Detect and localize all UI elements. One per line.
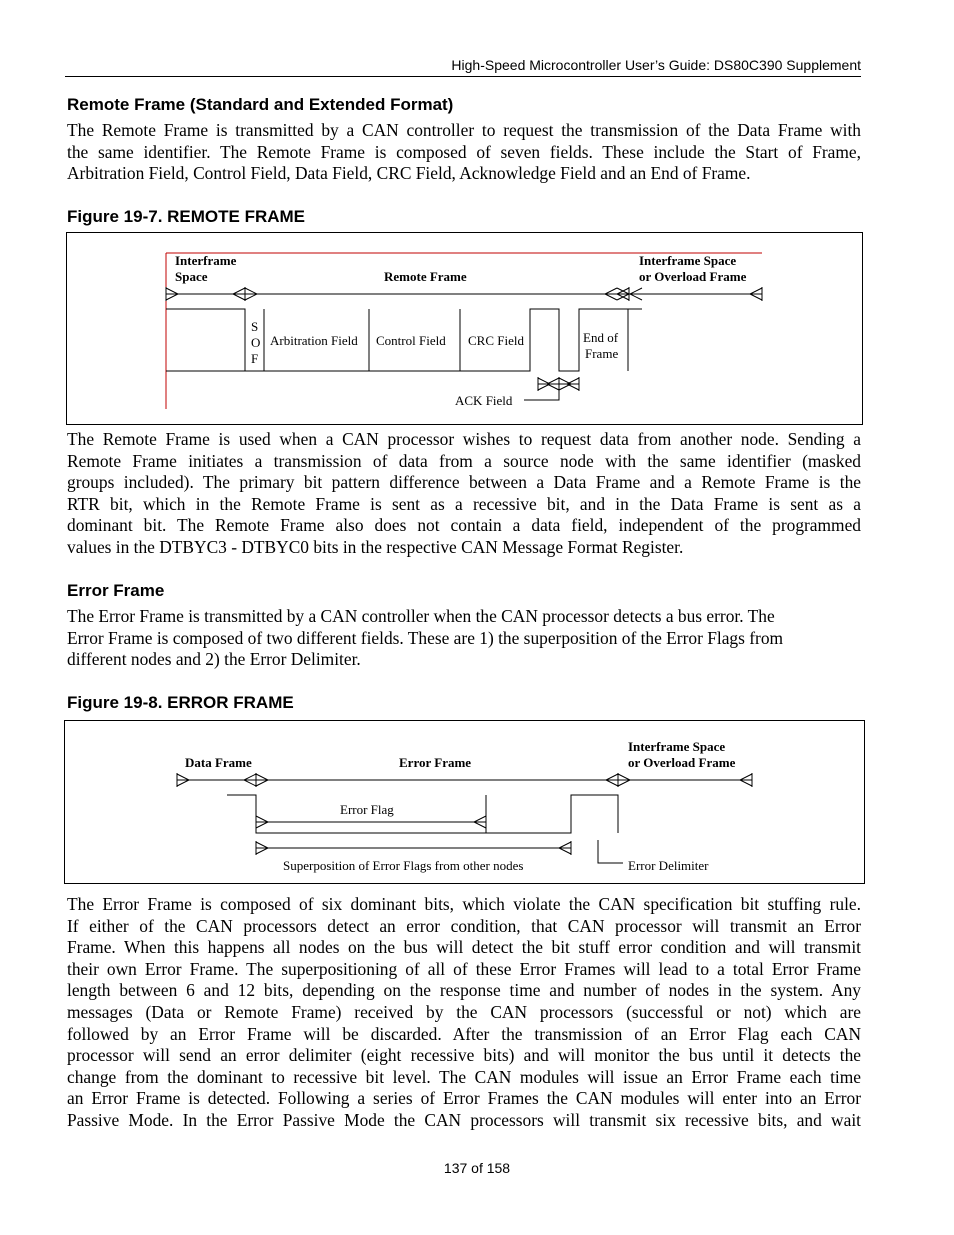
text-line: different nodes and 2) the Error Delimiter. — [67, 649, 361, 670]
page-number: 137 of 158 — [443, 1160, 511, 1176]
sof-label: O — [251, 335, 261, 350]
text-line: values in the DTBYC3 - DTBYC0 bits in the respective CAN Message Format Register. — [67, 536, 684, 557]
error-frame-label: Error Frame — [399, 755, 472, 770]
text-line: The Remote Frame is transmitted by a CAN controller to request the transmission of the Data Frame with — [67, 120, 861, 140]
text-line: followed by an Error Frame will be discarded. After the transmission of an Error Flag each CAN — [67, 1023, 861, 1044]
ifs-overload-label: or Overload Frame — [628, 755, 736, 770]
error-flag-label: Error Flag — [340, 802, 394, 817]
interframe-label: Space — [175, 269, 208, 284]
text-line: their own Error Frame. The superpositioning of all of these Error Frames will lead to a total Error Frame — [67, 958, 861, 979]
text-line: groups included). The primary bit pattern difference between a Data Frame and a Remote Frame is the — [67, 472, 861, 493]
text-line: The Error Frame is transmitted by a CAN controller when the CAN processor detects a bus error. The — [67, 606, 775, 626]
text-line: change from the dominant to recessive bit level. The CAN modules will issue an Error Frame each time — [67, 1066, 861, 1087]
text-line: Arbitration Field, Control Field, Data Field, CRC Field, Acknowledge Field and an End of Frame. — [67, 163, 751, 184]
text-line: an Error Frame is detected. Following a series of Error Frames the CAN modules will enter into an Error — [67, 1088, 861, 1109]
error-frame-heading: Error Frame — [67, 581, 165, 600]
text-line: the same identifier. The Remote Frame is composed of seven fields. These include the Start of Frame, — [67, 141, 861, 162]
arbitration-field-label: Arbitration Field — [270, 333, 358, 348]
remote-intro-paragraph — [67, 120, 861, 185]
remote-frame-label: Remote Frame — [384, 269, 467, 284]
ifs-overload-label: Interframe Space — [628, 739, 726, 754]
error-intro-paragraph — [67, 606, 861, 671]
text-line: RTR bit, which in the Remote Frame is sent as a recessive bit, and in the Data Frame is sent as a — [67, 493, 861, 514]
delimiter-leader — [598, 840, 623, 863]
remote-frame-diagram — [67, 233, 862, 424]
ifs-overload-label: Interframe Space — [639, 253, 737, 268]
superposition-label: Superposition of Error Flags from other nodes — [283, 858, 524, 873]
error-delimiter-label: Error Delimiter — [628, 858, 709, 873]
text-line: The Error Frame is composed of six dominant bits, which violate the CAN specification bit stuffing rule. — [67, 894, 861, 914]
text-line: If either of the CAN processors detect an error condition, that CAN processor will transmit an Error — [67, 915, 861, 936]
end-of-frame-label: End of — [583, 330, 619, 345]
text-line: Remote Frame initiates a transmission of data from a source node with the same identifier (masked — [67, 450, 861, 471]
remote-detail-paragraph — [67, 429, 861, 559]
figure-19-7-caption: Figure 19-7. REMOTE FRAME — [67, 207, 306, 226]
error-frame-diagram — [65, 721, 864, 883]
text-line: dominant bit. The Remote Frame also does not contain a data field, independent of the programmed — [67, 515, 861, 536]
ifs-overload-label: or Overload Frame — [639, 269, 747, 284]
text-line: processor will send an error delimiter (eight recessive bits) and will monitor the bus until it detects the — [67, 1045, 861, 1066]
text-line: length between 6 and 12 bits, depending on the response time and number of nodes in the system. Any — [67, 980, 861, 1001]
data-frame-label: Data Frame — [185, 755, 252, 770]
ack-leader — [524, 391, 559, 400]
control-field-label: Control Field — [376, 333, 446, 348]
ack-field-label: ACK Field — [455, 393, 513, 408]
bus-waveform — [227, 795, 618, 833]
end-of-frame-label: Frame — [585, 346, 619, 361]
running-header: High-Speed Microcontroller User’s Guide: DS80C390 Supplement — [65, 56, 861, 77]
text-line: Frame. When this happens all nodes on the bus will detect the bit stuff error condition and will transmit — [67, 937, 861, 958]
text-line: The Remote Frame is used when a CAN processor wishes to request data from another node. Sending a — [67, 429, 861, 449]
remote-frame-figure — [66, 232, 863, 425]
text-line: Error Frame is composed of two different fields. These are 1) the superposition of the Error Flags from — [67, 627, 784, 648]
crc-field-label: CRC Field — [468, 333, 524, 348]
sof-label: S — [251, 319, 259, 334]
text-line: Passive Mode. In the Error Passive Mode the CAN processors will transmit six recessive bits, and wait — [67, 1109, 861, 1130]
error-detail-paragraph — [67, 894, 861, 1132]
remote-frame-heading: Remote Frame (Standard and Extended Format) — [67, 95, 454, 114]
interframe-label: Interframe — [175, 253, 237, 268]
error-frame-figure — [64, 720, 865, 884]
sof-label: F — [251, 351, 259, 366]
figure-19-8-caption: Figure 19-8. ERROR FRAME — [67, 693, 294, 712]
text-line: messages (Data or Remote Frame) received by the CAN processors (successful or not) which are — [67, 1001, 861, 1022]
